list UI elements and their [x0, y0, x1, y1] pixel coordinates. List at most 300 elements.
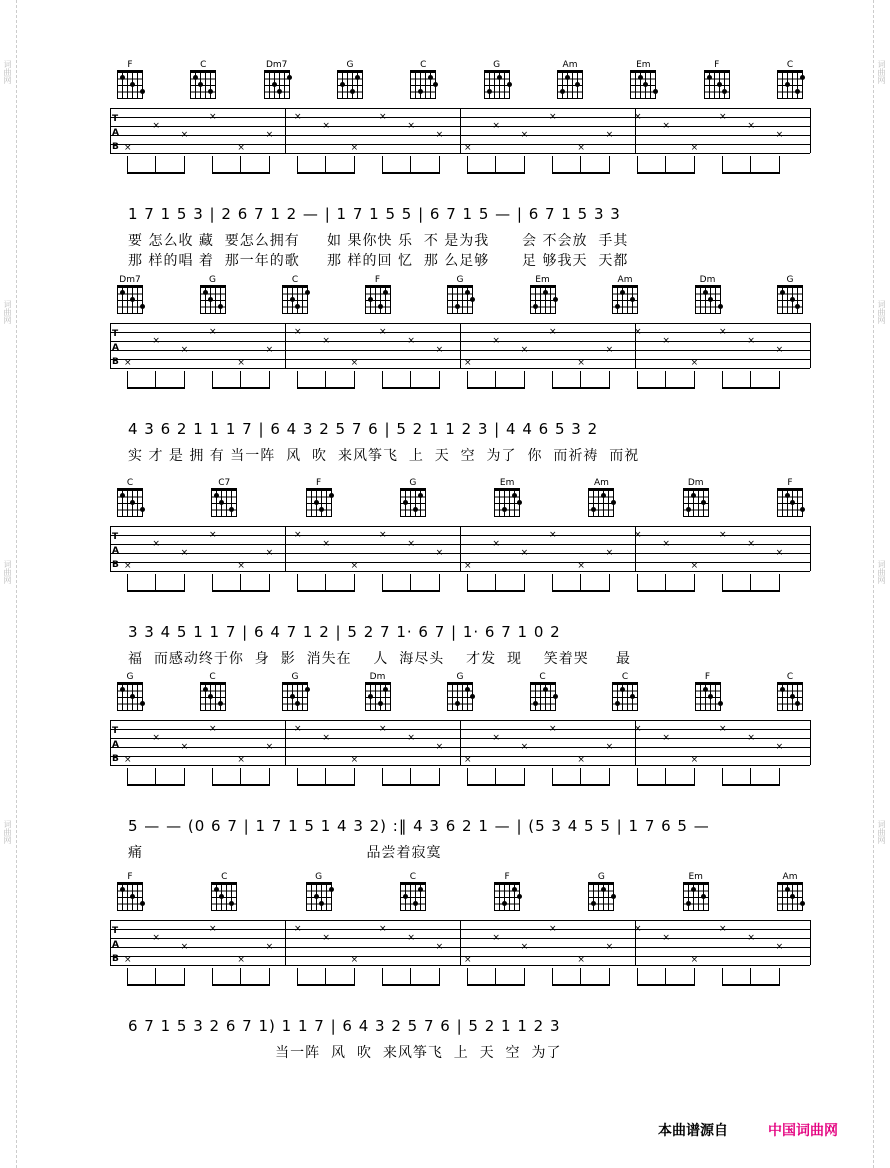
strum-mark: × — [662, 539, 670, 549]
finger-dot — [560, 89, 565, 94]
strum-mark: × — [180, 130, 189, 140]
chord-grid — [282, 285, 308, 314]
strum-mark: × — [180, 345, 189, 355]
strum-mark: × — [265, 345, 274, 355]
strum-mark: × — [605, 130, 614, 140]
strum-mark: × — [180, 548, 189, 558]
chord-diagram — [113, 478, 147, 517]
chord-diagram — [113, 60, 147, 99]
chord-name: C — [409, 872, 416, 882]
finger-dot — [130, 82, 135, 87]
finger-dot — [120, 290, 125, 295]
tab-staff — [110, 526, 810, 616]
finger-dot — [229, 507, 234, 512]
finger-dot — [718, 304, 723, 309]
staff-line — [110, 153, 810, 154]
chord-diagram — [302, 872, 336, 911]
chord-name: C — [539, 672, 546, 682]
finger-dot — [615, 701, 620, 706]
strum-mark: × — [634, 327, 642, 337]
barline — [110, 526, 111, 571]
barline — [285, 920, 286, 965]
strum-mark: × — [464, 143, 472, 153]
strum-mark: × — [577, 755, 585, 765]
chord-diagram — [679, 872, 713, 911]
chord-grid — [588, 882, 614, 911]
finger-dot — [208, 89, 213, 94]
strum-mark: × — [549, 112, 557, 122]
strum-mark: × — [747, 121, 755, 131]
strum-mark: × — [775, 130, 784, 140]
finger-dot — [591, 901, 596, 906]
chord-name: C — [621, 672, 629, 682]
strum-mark: × — [747, 539, 755, 549]
chord-grid — [400, 882, 426, 911]
chord-name: F — [127, 60, 133, 70]
finger-dot — [305, 687, 310, 692]
strum-mark: × — [690, 561, 699, 571]
finger-dot — [790, 500, 795, 505]
chord-name: C — [126, 478, 134, 488]
note-stem — [694, 768, 695, 786]
note-stem — [269, 574, 270, 592]
chord-name: F — [787, 478, 793, 488]
strum-mark: × — [294, 327, 302, 337]
strum-mark: × — [322, 733, 330, 743]
note-beam — [382, 984, 439, 986]
strum-mark: × — [124, 561, 132, 571]
note-stem — [439, 574, 440, 592]
chord-grid — [306, 488, 332, 517]
tab-clef: A — [112, 128, 119, 138]
note-stem — [609, 574, 610, 592]
finger-dot — [611, 894, 616, 899]
tab-clef: T — [112, 114, 119, 124]
strum-mark: × — [124, 358, 132, 368]
note-beam — [637, 172, 694, 174]
chord-diagram — [333, 60, 367, 99]
finger-dot — [703, 290, 708, 295]
strum-mark: × — [265, 130, 274, 140]
chord-diagram — [608, 672, 642, 711]
note-stem — [439, 156, 440, 174]
strum-mark: × — [719, 112, 727, 122]
tab-clef: T — [112, 726, 119, 736]
strum-mark: × — [124, 755, 132, 765]
strum-mark: × — [350, 561, 359, 571]
chord-name: Am — [782, 872, 798, 882]
finger-dot — [703, 687, 708, 692]
chord-name: F — [127, 872, 133, 882]
chord-diagram — [260, 60, 294, 99]
chord-name: Em — [636, 60, 651, 70]
chord-diagram — [679, 478, 713, 517]
finger-dot — [785, 82, 790, 87]
chord-name: F — [315, 478, 322, 488]
chord-name: C — [420, 60, 427, 70]
finger-dot — [290, 694, 295, 699]
finger-dot — [565, 75, 570, 80]
chord-name: Am — [562, 60, 578, 70]
strum-mark: × — [294, 530, 302, 540]
finger-dot — [620, 687, 625, 692]
note-stem — [354, 968, 355, 986]
note-beam — [212, 590, 269, 592]
tab-clef: T — [112, 926, 119, 936]
barline — [460, 108, 461, 153]
tab-staff — [110, 920, 810, 1010]
chord-name: C7 — [218, 478, 231, 488]
finger-dot — [198, 82, 203, 87]
chord-grid — [612, 285, 638, 314]
finger-dot — [502, 507, 507, 512]
note-stem — [354, 156, 355, 174]
strum-mark: × — [634, 724, 642, 734]
strum-mark: × — [719, 924, 727, 934]
finger-dot — [193, 75, 198, 80]
tab-clef: A — [112, 546, 119, 556]
finger-dot — [795, 89, 800, 94]
source-label: 本曲谱源自 — [658, 1123, 728, 1139]
chord-name: F — [504, 872, 510, 882]
finger-dot — [512, 887, 517, 892]
chord-diagram — [480, 60, 514, 99]
finger-dot — [653, 89, 658, 94]
barline — [460, 920, 461, 965]
chord-diagram — [626, 60, 660, 99]
note-beam — [637, 784, 694, 786]
barline — [110, 720, 111, 765]
strum-mark: × — [719, 327, 727, 337]
finger-dot — [455, 304, 460, 309]
strum-mark: × — [152, 539, 160, 549]
note-stem — [524, 156, 525, 174]
strum-mark: × — [435, 130, 444, 140]
note-stem — [694, 968, 695, 986]
finger-dot — [708, 694, 713, 699]
note-stem — [439, 768, 440, 786]
finger-dot — [780, 687, 785, 692]
strum-mark: × — [634, 530, 642, 540]
chord-diagram — [396, 478, 430, 517]
finger-dot — [790, 297, 795, 302]
strum-mark: × — [152, 933, 160, 943]
strum-mark: × — [350, 358, 359, 368]
chord-name: Am — [617, 275, 633, 285]
chord-grid — [557, 70, 583, 99]
chord-name: F — [704, 672, 711, 682]
note-stem — [779, 768, 780, 786]
finger-dot — [630, 297, 635, 302]
chord-diagram — [278, 672, 312, 711]
strum-mark: × — [492, 121, 500, 131]
note-beam — [127, 172, 184, 174]
finger-dot — [601, 887, 606, 892]
finger-dot — [272, 82, 277, 87]
chord-name: G — [315, 872, 323, 882]
note-beam — [637, 590, 694, 592]
strum-mark: × — [379, 530, 387, 540]
watermark: 词曲网 — [877, 300, 886, 324]
lyric-line: 当一阵 风 吹 来风筝飞 上 天 空 为了 — [128, 1045, 562, 1061]
chord-diagram — [490, 478, 524, 517]
finger-dot — [638, 75, 643, 80]
barline — [285, 108, 286, 153]
finger-dot — [487, 89, 492, 94]
strum-mark: × — [690, 143, 699, 153]
finger-dot — [203, 290, 208, 295]
staff-line — [110, 368, 810, 369]
chord-diagram — [490, 872, 524, 911]
chord-grid — [704, 70, 730, 99]
lyric-line: 痛 品尝着寂寞 — [128, 845, 442, 861]
staff-line — [110, 765, 810, 766]
finger-dot — [383, 290, 388, 295]
chord-name: C — [291, 275, 299, 285]
finger-dot — [140, 701, 145, 706]
finger-dot — [630, 694, 635, 699]
chord-grid — [484, 70, 510, 99]
finger-dot — [533, 304, 538, 309]
note-stem — [184, 768, 185, 786]
strum-mark: × — [719, 530, 727, 540]
strum-mark: × — [407, 933, 415, 943]
finger-dot — [455, 701, 460, 706]
note-beam — [212, 984, 269, 986]
chord-name: Am — [593, 478, 609, 488]
note-beam — [722, 784, 779, 786]
finger-dot — [785, 887, 790, 892]
finger-dot — [120, 493, 125, 498]
finger-dot — [413, 901, 418, 906]
note-stem — [269, 156, 270, 174]
finger-dot — [214, 887, 219, 892]
strum-mark: × — [237, 561, 245, 571]
chord-grid — [190, 70, 216, 99]
barline — [110, 920, 111, 965]
finger-dot — [707, 75, 712, 80]
note-beam — [127, 387, 184, 389]
tab-clef: B — [112, 142, 119, 152]
jianpu-notation: 4 3 6 2 1 1 1 7 | 6 4 3 2 5 7 6 | 5 2 1 1 2 3 | 4 4 6 5 3 2 — [128, 420, 599, 438]
chord-grid — [117, 285, 143, 314]
strum-mark: × — [209, 924, 217, 934]
finger-dot — [329, 887, 334, 892]
finger-dot — [130, 894, 135, 899]
chord-grid — [365, 682, 391, 711]
staff-line — [110, 965, 810, 966]
finger-dot — [701, 500, 706, 505]
finger-dot — [701, 894, 706, 899]
tab-clef: T — [112, 329, 119, 339]
finger-dot — [378, 701, 383, 706]
finger-dot — [780, 290, 785, 295]
note-beam — [722, 984, 779, 986]
chord-diagram — [396, 872, 430, 911]
finger-dot — [130, 297, 135, 302]
finger-dot — [140, 304, 145, 309]
strum-mark: × — [265, 548, 274, 558]
finger-dot — [512, 493, 517, 498]
strum-mark: × — [407, 121, 415, 131]
note-beam — [382, 590, 439, 592]
chord-name: Dm7 — [119, 275, 141, 285]
finger-dot — [214, 493, 219, 498]
note-beam — [467, 984, 524, 986]
finger-dot — [497, 75, 502, 80]
chord-grid — [447, 285, 473, 314]
lyric-line: 要 怎么收 藏 要怎么拥有 如 果你快 乐 不 是为我 会 不会放 手其 — [128, 233, 629, 249]
note-beam — [212, 172, 269, 174]
chord-grid — [530, 285, 556, 314]
chord-grid — [400, 488, 426, 517]
staff-line — [110, 571, 810, 572]
note-stem — [439, 371, 440, 389]
chord-diagram — [553, 60, 587, 99]
strum-mark: × — [549, 530, 557, 540]
finger-dot — [418, 493, 423, 498]
chord-grid — [447, 682, 473, 711]
chord-diagram — [207, 478, 241, 517]
finger-dot — [533, 701, 538, 706]
strum-mark: × — [237, 358, 245, 368]
chord-diagram — [196, 672, 230, 711]
strum-mark: × — [775, 942, 784, 952]
chord-name: G — [456, 275, 464, 285]
finger-dot — [800, 901, 805, 906]
right-margin-strip — [873, 0, 890, 1168]
jianpu-notation: 5 — — (0 6 7 | 1 7 1 5 1 4 3 2) :‖ 4 3 6 2 1 — | (5 3 4 5 5 | 1 7 6 5 — — [128, 817, 710, 835]
note-beam — [212, 784, 269, 786]
finger-dot — [691, 493, 696, 498]
chord-name: Dm — [687, 478, 704, 488]
note-stem — [694, 371, 695, 389]
finger-dot — [218, 304, 223, 309]
finger-dot — [368, 297, 373, 302]
strum-mark: × — [322, 933, 330, 943]
note-stem — [184, 574, 185, 592]
finger-dot — [229, 901, 234, 906]
note-beam — [382, 172, 439, 174]
note-stem — [269, 768, 270, 786]
note-stem — [184, 156, 185, 174]
strum-mark: × — [690, 955, 699, 965]
note-beam — [212, 387, 269, 389]
strum-mark: × — [379, 724, 387, 734]
note-stem — [269, 968, 270, 986]
strum-mark: × — [322, 539, 330, 549]
chord-diagram — [584, 872, 618, 911]
strum-mark: × — [294, 924, 302, 934]
note-beam — [467, 387, 524, 389]
barline — [810, 108, 811, 153]
chord-grid — [630, 70, 656, 99]
strum-mark: × — [577, 358, 585, 368]
note-beam — [722, 590, 779, 592]
strum-mark: × — [209, 724, 217, 734]
strum-mark: × — [662, 933, 670, 943]
finger-dot — [383, 687, 388, 692]
strum-mark: × — [520, 345, 529, 355]
chord-name: C — [786, 60, 794, 70]
finger-dot — [517, 500, 522, 505]
strum-mark: × — [435, 742, 444, 752]
chord-diagram — [278, 275, 312, 314]
strum-mark: × — [350, 955, 359, 965]
chord-grid — [683, 882, 709, 911]
note-stem — [354, 574, 355, 592]
chord-diagram — [186, 60, 220, 99]
strum-mark: × — [350, 143, 359, 153]
watermark: 词曲网 — [877, 560, 886, 584]
strum-mark: × — [435, 548, 444, 558]
strum-mark: × — [747, 336, 755, 346]
finger-dot — [611, 500, 616, 505]
finger-dot — [219, 894, 224, 899]
chord-name: F — [714, 60, 720, 70]
strum-mark: × — [520, 130, 529, 140]
chord-name: Dm7 — [265, 60, 288, 70]
chord-grid — [777, 682, 803, 711]
note-stem — [779, 968, 780, 986]
finger-dot — [130, 500, 135, 505]
chord-grid — [117, 682, 143, 711]
strum-mark: × — [435, 942, 444, 952]
note-beam — [297, 387, 354, 389]
finger-dot — [502, 901, 507, 906]
barline — [810, 526, 811, 571]
finger-dot — [591, 507, 596, 512]
finger-dot — [287, 75, 292, 80]
chord-diagram — [773, 60, 807, 99]
lyric-line: 实 才 是 拥 有 当一阵 风 吹 来风筝飞 上 天 空 为了 你 而祈祷 而祝 — [128, 448, 640, 464]
strum-mark: × — [662, 121, 670, 131]
chord-diagram — [584, 478, 618, 517]
strum-mark: × — [605, 548, 614, 558]
strum-mark: × — [775, 548, 784, 558]
finger-dot — [208, 694, 213, 699]
tab-clef: T — [112, 532, 119, 542]
finger-dot — [428, 75, 433, 80]
finger-dot — [517, 894, 522, 899]
note-beam — [127, 984, 184, 986]
tab-clef: B — [112, 754, 119, 764]
strum-mark: × — [662, 733, 670, 743]
chord-diagram — [773, 275, 807, 314]
note-beam — [637, 984, 694, 986]
chord-diagram — [113, 672, 147, 711]
strum-mark: × — [124, 143, 132, 153]
tab-clef: B — [112, 560, 119, 570]
chord-grid — [777, 882, 803, 911]
tab-clef: B — [112, 357, 119, 367]
note-stem — [694, 574, 695, 592]
finger-dot — [314, 894, 319, 899]
finger-dot — [218, 701, 223, 706]
chord-grid — [117, 882, 143, 911]
strum-mark: × — [124, 955, 132, 965]
strum-mark: × — [407, 336, 415, 346]
chord-grid — [282, 682, 308, 711]
barline — [460, 323, 461, 368]
chord-grid — [365, 285, 391, 314]
finger-dot — [403, 894, 408, 899]
strum-mark: × — [549, 924, 557, 934]
note-beam — [467, 590, 524, 592]
chord-diagram — [361, 672, 395, 711]
finger-dot — [203, 687, 208, 692]
chord-grid — [530, 682, 556, 711]
